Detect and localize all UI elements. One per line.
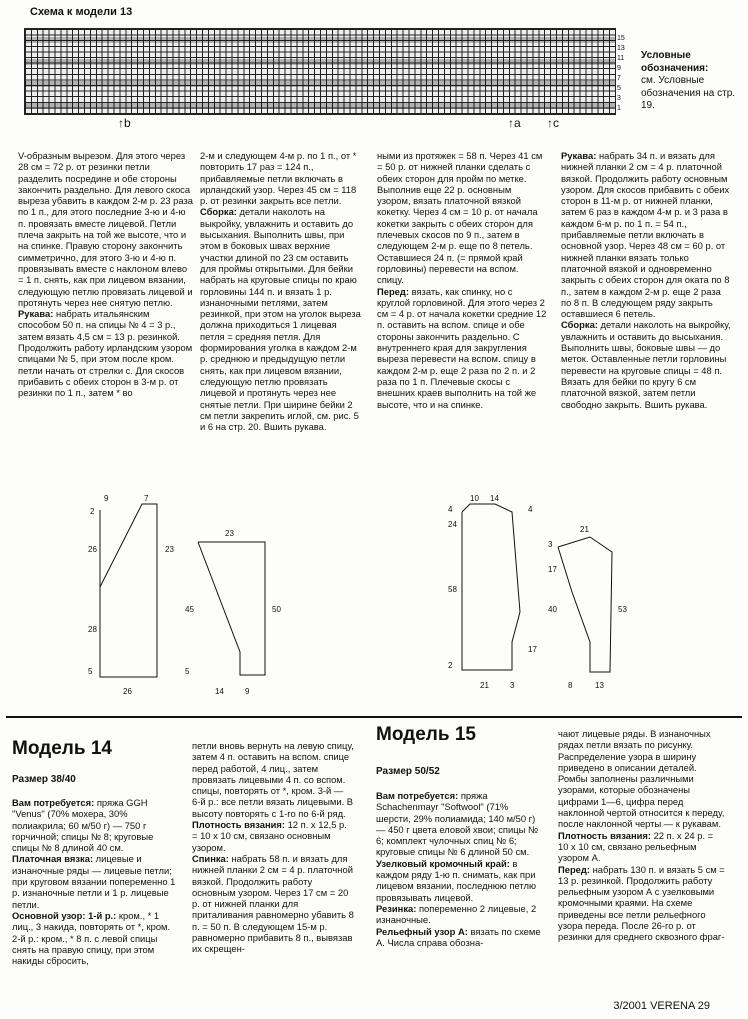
sleeve-piece-outline <box>198 542 265 675</box>
row-number: 5 <box>617 85 621 92</box>
paragraph: Вам потребуется: пряжа Schachenmayr "Softwool" (71% шерсти, 29% полиамида; 140 м/50 г) — 450 г цвета еловой хвои; спицы № 6; комплект чулочных спиц № 6; круговые спицы № 6 длиной 50 см. <box>376 790 539 858</box>
dim-label: 24 <box>448 520 457 529</box>
dim-label: 9 <box>245 687 250 696</box>
dim-label: 4 <box>528 505 533 514</box>
dim-label: 50 <box>272 605 281 614</box>
dim-label: 5 <box>185 667 190 676</box>
paragraph: V-образным вырезом. Для этого через 28 см = 72 р. от резинки петли разделить посредине и обе стороны закончить раздельно. Для левого скоса выреза убавить в каждом 2-м р. 23 раза по 1 п., для этого последние 3-ю и 4-ю п. провязать вместе лицевой. Петли плеча закрыть на той же высоте, что и на спинке. Правую сторону закончить симметрично, для этого 3-ю и 4-ю п. провязывать вместе с наклоном влево = 1 п. снять, как при лицевом вязании, следующую петлю провязать лицевой и протянуть через нее снятую петлю. <box>18 150 194 308</box>
dim-label: 23 <box>225 529 234 538</box>
model14-column-2 <box>192 740 354 955</box>
row-number: 15 <box>617 35 625 42</box>
dim-label: 21 <box>480 681 489 690</box>
row-number: 3 <box>617 95 621 102</box>
schema-title: Схема к модели 13 <box>30 6 133 18</box>
model14-title: Модель 14 <box>12 738 112 759</box>
legend-text: см. Условные обозначения на стр. 19. <box>641 75 736 111</box>
paragraph: Рукава: набрать 34 п. и вязать для нижней планки 2 см = 4 р. платочной вязкой. Продолжить работу основным узором. Для скосов прибавить с обеих сторон в 11-м р. от нижней планки, затем 6 раз в каждом 4-м р. и 3 раза в каждом 6-м р. по 1 п. = 54 п., прибавляемые петли включать в основной узор. Через 48 см = 60 р. от нижней планки вязать только платочной вязкой и одновременно закрыть с обеих сторон для оката по 8 п., затем в каждом 2-м р. еще 2 раза по 8 п. В следующем ряду закрыть оставшиеся 6 петель. <box>561 150 730 320</box>
dim-label: 3 <box>548 540 553 549</box>
dim-label: 8 <box>568 681 573 690</box>
dim-label: 26 <box>123 687 132 696</box>
text-column-2 <box>200 150 362 432</box>
dim-label: 5 <box>88 667 93 676</box>
text-column-1 <box>18 150 194 399</box>
dim-label: 7 <box>144 494 149 503</box>
dim-label: 28 <box>88 625 97 634</box>
dim-label: 13 <box>595 681 604 690</box>
model15-size: Размер 50/52 <box>376 766 440 777</box>
paragraph: ными из протяжек = 58 п. Через 41 см = 50 р. от нижней планки сделать с обеих сторон для пройм по метке. Выполнив еще 22 р. основным узором, вязать платочной вязкой кокетку. Через 4 см = 10 р. от начала кокетки закрыть с обеих сторон для плечевых скосов по 9 п., затем в следующем 2-м р. еще по 8 петель. Оставшиеся 24 п. (= прямой край горловины) перевести на вспом. спицу. <box>377 150 543 286</box>
dim-label: 14 <box>215 687 224 696</box>
marker-a: ↑a <box>508 116 521 130</box>
dim-label: 14 <box>490 494 499 503</box>
text-column-4 <box>561 150 731 410</box>
text-column-3 <box>377 150 547 410</box>
paragraph: 2-м и следующем 4-м р. по 1 п., от * повторить 17 раз = 124 п., прибавляемые петли включать в ирландский узор. Через 45 см = 118 р. от резинки закрыть все петли. <box>200 150 357 207</box>
dim-label: 9 <box>104 494 109 503</box>
dim-label: 45 <box>185 605 194 614</box>
paragraph: Рельефный узор А: вязать по схеме А. Числа справа обозна- <box>376 925 541 948</box>
dim-label: 21 <box>580 525 589 534</box>
dim-label: 58 <box>448 585 457 594</box>
page-footer: 3/2001 VERENA 29 <box>613 1000 710 1012</box>
dim-label: 10 <box>470 494 479 503</box>
paragraph: Узелковый кромочный край: в каждом ряду 1-ю п. снимать, как при лицевом вязании, последнюю петлю провязывать лицевой. <box>376 857 536 903</box>
dim-label: 26 <box>88 545 97 554</box>
section-divider <box>6 716 742 718</box>
dim-label: 2 <box>448 661 453 670</box>
row-number: 1 <box>617 105 621 112</box>
front-piece-outline <box>100 504 157 677</box>
paragraph: Платочная вязка: лицевые и изнаночные ряды — лицевые петли; при круговом вязании попеременно 1 р. изнаночные петли и 1 р. лицевые петли. <box>12 853 176 910</box>
row-number: 7 <box>617 75 621 82</box>
paragraph: Перед: вязать, как спинку, но с круглой горловиной. Для этого через 2 см = 4 р. от начала кокетки средние 12 п. оставить на вспом. спице и обе стороны закончить раздельно. С внутреннего края для закругления выреза перевести на вспом. спицу в каждом 2-м р. еще 2 раза по 2 п. и 2 раза по 1 п. Плечевые скосы с внешних краев выполнить на той же высоте, что и на спинке. <box>377 285 547 410</box>
dim-label: 2 <box>90 507 95 516</box>
dim-label: 17 <box>548 565 557 574</box>
pattern-diagram-model13 <box>60 492 300 704</box>
legend-title: Условные обозначения: <box>641 50 709 74</box>
dim-label: 3 <box>510 681 515 690</box>
paragraph: Спинка: набрать 58 п. и вязать для нижней планки 2 см = 4 р. платочной вязкой. Продолжить работу основным узором. Через 17 см = 20 р. от нижней планки для приталивания равномерно убавить 8 п. = 50 п. В следующем 15-м р. равномерно прибавить 8 п., вывязав их скрещен- <box>192 852 354 955</box>
paragraph: Плотность вязания: 22 п. x 24 р. = 10 x 10 см, связано рельефным узором А. <box>558 829 714 864</box>
model15-column-1 <box>376 790 544 948</box>
knitting-chart <box>24 28 616 115</box>
model15-column-2 <box>558 728 726 943</box>
back-piece-outline <box>462 504 520 670</box>
dim-label: 53 <box>618 605 627 614</box>
chart-row-numbers <box>617 34 629 114</box>
row-number: 9 <box>617 65 621 72</box>
paragraph: Основной узор: 1-й р.: кром., * 1 лиц., 3 накида, повторять от *, кром. 2-й р.: кром., * 8 п. с левой спицы снять на правую спицу, при этом накиды сбросить, <box>12 909 171 967</box>
dim-label: 17 <box>528 645 537 654</box>
paragraph: Сборка: детали наколоть на выкройку, увлажнить и оставить до высыхания. Выполнить швы, боковые швы — до меток. Оставленные петли горловины перевести на круговые спицы = 48 п. Вязать для бейки по кругу 6 см платочной вязкой, затем петли свободно закрыть. Вшить рукава. <box>561 319 731 410</box>
paragraph: Плотность вязания: 12 п. x 12,5 р. = 10 x 10 см, связано основным узором. <box>192 819 347 853</box>
sleeve-piece-outline <box>558 537 612 672</box>
model14-size: Размер 38/40 <box>12 774 76 785</box>
pattern-diagram-model14 <box>440 492 640 700</box>
model15-title: Модель 15 <box>376 724 476 745</box>
paragraph: Сборка: детали наколоть на выкройку, увлажнить и оставить до высыхания. Выполнить швы, при этом в боковых швах верхние участки длиной по 23 см оставить для проймы открытыми. Для бейки набрать на круговые спицы по краю горловины 144 п. и вязать 1 р. изнаночными петлями, затем резинкой, при этом на уголок выреза должна приходиться 1 лицевая петля = средняя петля. Для формирования уголка в каждом 2-м р. среднюю и предыдущую петли снять, как при лицевом вязании, следующую петлю провязать лицевой и протянуть через нее снятые петли. При ширине бейки 2 см петли закрепить иглой, см. рис. 5 и 6 на стр. 20. Вшить рукава. <box>200 206 361 433</box>
row-number: 11 <box>617 55 625 62</box>
dim-label: 4 <box>448 505 453 514</box>
model14-column-1 <box>12 797 177 966</box>
paragraph: чают лицевые ряды. В изнаночных рядах петли вязать по рисунку. Распределение узора в ширину приведено в описании деталей. Ромбы заполнены различными узорами, которые обозначены цифрами 1—6, цифра перед наклонной чертой относится к переду, после наклонной черты — к рукавам. <box>558 728 725 830</box>
paragraph: Резинка: попеременно 2 лицевые, 2 изнаночные. <box>376 902 537 926</box>
row-number: 13 <box>617 45 625 52</box>
paragraph: Перед: набрать 130 п. и вязать 5 см = 13 р. резинкой. Продолжить работу рельефным узором А с узелковыми кромочными краями. На схеме приведены все петли рельефного узора переда. После 26-го р. от резинки для среднего сквозного фраг- <box>558 863 725 943</box>
marker-c: ↑c <box>547 116 559 130</box>
legend <box>641 50 741 113</box>
dim-label: 23 <box>165 545 174 554</box>
marker-b: ↑b <box>118 116 131 130</box>
paragraph: Вам потребуется: пряжа GGH "Venus" (70% мохера, 30% полиакрила; 60 м/50 г) — 750 г горчичной; спицы № 8; круговые спицы № 8 длиной 40 см. <box>12 797 154 854</box>
paragraph: Рукава: набрать итальянским способом 50 п. на спицы № 4 = 3 р., затем вязать 4,5 см = 13 р. резинкой. Продолжить работу ирландским узором спицами № 5, при этом после кром. петли начать от стрелки с. Для скосов прибавить с обеих сторон в 3-м р. от резинки по 1 п., затем * во <box>18 308 193 399</box>
paragraph: петли вновь вернуть на левую спицу, затем 4 п. оставить на вспом. спице перед работой, 4 лиц., затем провязать лицевыми 4 п. со вспом. спицы, повторять от *, кром. 3-й — 6-й р.: все петли вязать лицевыми. В высоту повторять с 1-го по 6-й ряд. <box>192 740 354 819</box>
dim-label: 40 <box>548 605 557 614</box>
